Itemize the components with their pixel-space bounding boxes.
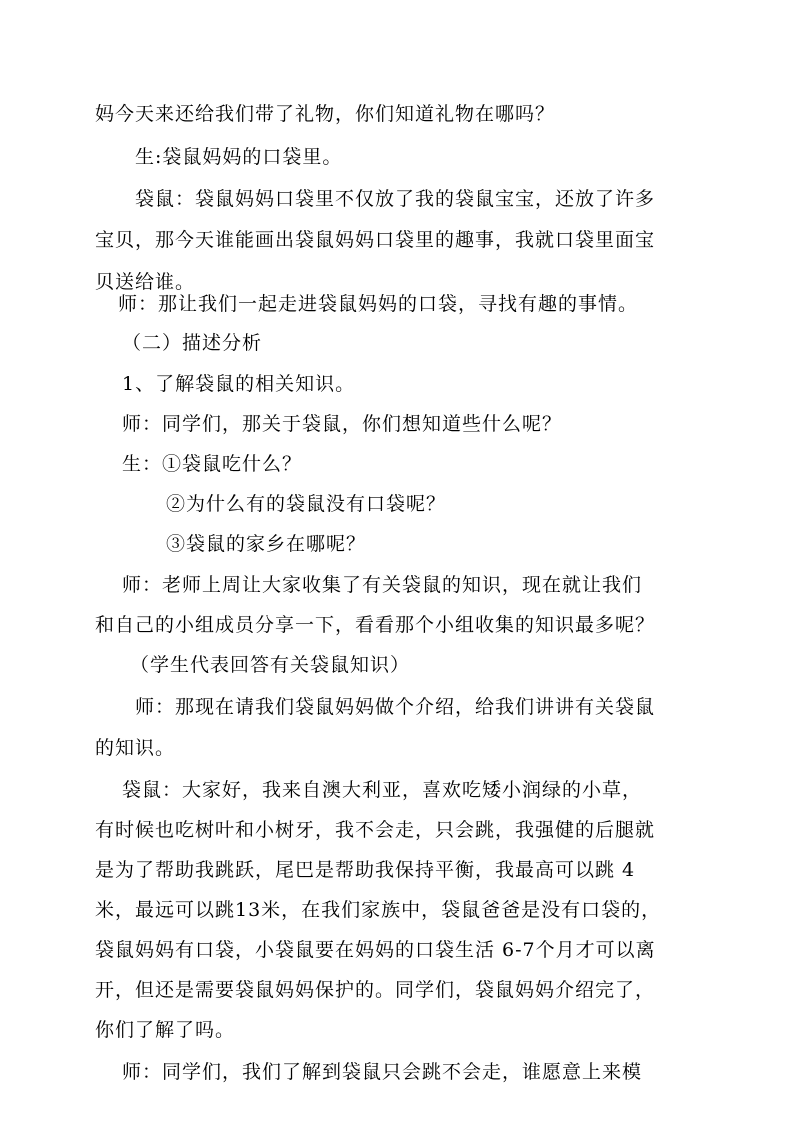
text-line: 生：①袋鼠吃什么？ — [122, 453, 303, 475]
text-line: 袋鼠妈妈有口袋，小袋鼠要在妈妈的口袋生活 6-7个月才可以离 — [95, 939, 656, 961]
text-line: 袋鼠：大家好，我来自澳大利亚，喜欢吃矮小润绿的小草， — [122, 779, 643, 801]
section-heading: （二）描述分析 — [122, 332, 263, 354]
text-line: 1、了解袋鼠的相关知识。 — [122, 373, 356, 395]
text-line: 和自己的小组成员分享一下，看看那个小组收集的知识最多呢？ — [95, 614, 656, 636]
text-line: 开，但还是需要袋鼠妈妈保护的。同学们，袋鼠妈妈介绍完了， — [95, 979, 656, 1001]
text-line: ②为什么有的袋鼠没有口袋呢？ — [166, 493, 447, 515]
text-line: 贝送给谁。 — [95, 271, 196, 293]
text-line: 师：老师上周让大家收集了有关袋鼠的知识，现在就让我们 — [122, 574, 643, 596]
text-line: （学生代表回答有关袋鼠知识） — [130, 654, 411, 676]
text-line: 妈今天来还给我们带了礼物，你们知道礼物在哪吗？ — [95, 103, 556, 125]
text-line: 有时候也吃树叶和小树牙，我不会走，只会跳，我强健的后腿就 — [95, 819, 656, 841]
text-line: 生:袋鼠妈妈的口袋里。 — [135, 146, 343, 168]
text-line: 师：同学们，那关于袋鼠，你们想知道些什么呢？ — [122, 413, 563, 435]
text-line: 是为了帮助我跳跃，尾巴是帮助我保持平衡，我最高可以跳 4 — [95, 859, 636, 881]
text-line: 师：那让我们一起走进袋鼠妈妈的口袋，寻找有趣的事情。 — [118, 293, 639, 315]
text-line: 师：同学们，我们了解到袋鼠只会跳不会走，谁愿意上来模 — [122, 1061, 643, 1083]
text-line: 袋鼠：袋鼠妈妈口袋里不仅放了我的袋鼠宝宝，还放了许多 — [135, 188, 656, 210]
text-line: ③袋鼠的家乡在哪呢？ — [166, 533, 367, 555]
text-line: 你们了解了吗。 — [95, 1019, 236, 1041]
text-line: 的知识。 — [95, 737, 176, 759]
text-line: 师：那现在请我们袋鼠妈妈做个介绍，给我们讲讲有关袋鼠 — [135, 696, 656, 718]
text-line: 米，最远可以跳13米，在我们家族中，袋鼠爸爸是没有口袋的， — [95, 899, 662, 921]
text-line: 宝贝，那今天谁能画出袋鼠妈妈口袋里的趣事，我就口袋里面宝 — [95, 229, 656, 251]
